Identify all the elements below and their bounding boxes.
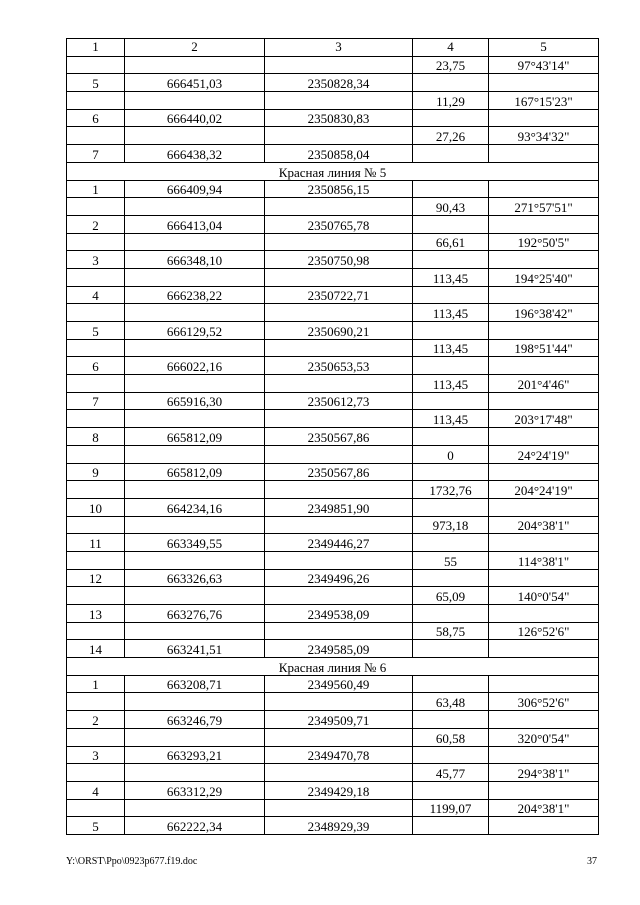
x-coordinate-cell: 665812,09 xyxy=(125,428,265,446)
bearing-cell xyxy=(489,215,599,233)
y-coordinate-cell xyxy=(265,92,413,110)
point-number-cell xyxy=(67,587,125,605)
bearing-cell: 204°38'1" xyxy=(489,516,599,534)
bearing-cell: 126°52'6" xyxy=(489,622,599,640)
x-coordinate-cell xyxy=(125,127,265,145)
y-coordinate-cell: 2349851,90 xyxy=(265,498,413,516)
x-coordinate-cell: 665916,30 xyxy=(125,392,265,410)
bearing-cell: 196°38'42" xyxy=(489,304,599,322)
x-coordinate-cell: 663349,55 xyxy=(125,534,265,552)
point-row xyxy=(67,428,599,446)
length-cell: 113,45 xyxy=(413,375,489,393)
y-coordinate-cell: 2350830,83 xyxy=(265,109,413,127)
x-coordinate-cell: 666413,04 xyxy=(125,215,265,233)
point-row xyxy=(67,392,599,410)
y-coordinate-cell: 2348929,39 xyxy=(265,817,413,835)
y-coordinate-cell: 2350567,86 xyxy=(265,428,413,446)
y-coordinate-cell: 2349560,49 xyxy=(265,675,413,693)
point-row xyxy=(67,746,599,764)
point-number-cell: 1 xyxy=(67,675,125,693)
bearing-cell: 204°24'19" xyxy=(489,481,599,499)
point-number-cell xyxy=(67,551,125,569)
point-number-cell xyxy=(67,728,125,746)
y-coordinate-cell xyxy=(265,56,413,74)
x-coordinate-cell xyxy=(125,198,265,216)
x-coordinate-cell xyxy=(125,339,265,357)
y-coordinate-cell xyxy=(265,587,413,605)
bearing-cell: 271°57'51" xyxy=(489,198,599,216)
length-cell xyxy=(413,781,489,799)
x-coordinate-cell xyxy=(125,481,265,499)
bearing-cell: 306°52'6" xyxy=(489,693,599,711)
y-coordinate-cell xyxy=(265,198,413,216)
length-cell xyxy=(413,605,489,623)
x-coordinate-cell: 665812,09 xyxy=(125,463,265,481)
point-row xyxy=(67,675,599,693)
x-coordinate-cell: 666451,03 xyxy=(125,74,265,92)
y-coordinate-cell: 2350612,73 xyxy=(265,392,413,410)
x-coordinate-cell: 663276,76 xyxy=(125,605,265,623)
bearing-cell xyxy=(489,463,599,481)
point-number-cell xyxy=(67,56,125,74)
x-coordinate-cell: 666409,94 xyxy=(125,180,265,198)
bearing-cell xyxy=(489,145,599,163)
bearing-cell: 194°25'40" xyxy=(489,268,599,286)
x-coordinate-cell xyxy=(125,799,265,817)
point-number-cell xyxy=(67,410,125,428)
length-cell xyxy=(413,463,489,481)
segment-row xyxy=(67,516,599,534)
point-number-cell xyxy=(67,198,125,216)
x-coordinate-cell xyxy=(125,587,265,605)
column-header-4: 4 xyxy=(413,39,489,57)
length-cell: 113,45 xyxy=(413,304,489,322)
segment-row xyxy=(67,304,599,322)
point-number-cell xyxy=(67,92,125,110)
length-cell xyxy=(413,180,489,198)
segment-row xyxy=(67,268,599,286)
length-cell: 23,75 xyxy=(413,56,489,74)
y-coordinate-cell xyxy=(265,728,413,746)
length-cell xyxy=(413,322,489,340)
y-coordinate-cell xyxy=(265,127,413,145)
point-number-cell: 2 xyxy=(67,215,125,233)
point-row xyxy=(67,534,599,552)
point-number-cell: 10 xyxy=(67,498,125,516)
point-number-cell: 12 xyxy=(67,569,125,587)
length-cell: 66,61 xyxy=(413,233,489,251)
segment-row xyxy=(67,198,599,216)
column-header-1: 1 xyxy=(67,39,125,57)
bearing-cell xyxy=(489,392,599,410)
segment-row xyxy=(67,799,599,817)
segment-row xyxy=(67,445,599,463)
point-number-cell: 1 xyxy=(67,180,125,198)
bearing-cell xyxy=(489,605,599,623)
point-row xyxy=(67,74,599,92)
column-header-3: 3 xyxy=(265,39,413,57)
x-coordinate-cell xyxy=(125,693,265,711)
x-coordinate-cell: 663208,71 xyxy=(125,675,265,693)
y-coordinate-cell: 2350750,98 xyxy=(265,251,413,269)
bearing-cell xyxy=(489,251,599,269)
length-cell xyxy=(413,145,489,163)
segment-row xyxy=(67,551,599,569)
coordinates-table xyxy=(66,38,599,835)
point-row xyxy=(67,286,599,304)
point-number-cell: 7 xyxy=(67,145,125,163)
y-coordinate-cell xyxy=(265,622,413,640)
x-coordinate-cell xyxy=(125,622,265,640)
bearing-cell: 140°0'54" xyxy=(489,587,599,605)
point-number-cell xyxy=(67,339,125,357)
y-coordinate-cell: 2349429,18 xyxy=(265,781,413,799)
point-number-cell: 3 xyxy=(67,251,125,269)
point-row xyxy=(67,180,599,198)
y-coordinate-cell: 2349446,27 xyxy=(265,534,413,552)
bearing-cell: 203°17'48" xyxy=(489,410,599,428)
point-row xyxy=(67,817,599,835)
y-coordinate-cell: 2349470,78 xyxy=(265,746,413,764)
y-coordinate-cell xyxy=(265,799,413,817)
bearing-cell: 198°51'44" xyxy=(489,339,599,357)
x-coordinate-cell: 663246,79 xyxy=(125,711,265,729)
x-coordinate-cell xyxy=(125,728,265,746)
x-coordinate-cell xyxy=(125,516,265,534)
point-number-cell: 8 xyxy=(67,428,125,446)
segment-row xyxy=(67,233,599,251)
y-coordinate-cell xyxy=(265,551,413,569)
point-number-cell: 5 xyxy=(67,817,125,835)
length-cell: 973,18 xyxy=(413,516,489,534)
table-body xyxy=(67,39,599,835)
y-coordinate-cell xyxy=(265,445,413,463)
bearing-cell: 320°0'54" xyxy=(489,728,599,746)
point-row xyxy=(67,640,599,658)
length-cell xyxy=(413,569,489,587)
point-row xyxy=(67,322,599,340)
length-cell xyxy=(413,498,489,516)
point-row xyxy=(67,569,599,587)
length-cell xyxy=(413,711,489,729)
bearing-cell xyxy=(489,817,599,835)
point-number-cell xyxy=(67,127,125,145)
x-coordinate-cell: 663326,63 xyxy=(125,569,265,587)
column-header-2: 2 xyxy=(125,39,265,57)
segment-row xyxy=(67,92,599,110)
bearing-cell: 294°38'1" xyxy=(489,764,599,782)
point-number-cell xyxy=(67,764,125,782)
y-coordinate-cell: 2350690,21 xyxy=(265,322,413,340)
y-coordinate-cell xyxy=(265,693,413,711)
section-title: Красная линия № 5 xyxy=(67,162,599,180)
length-cell xyxy=(413,640,489,658)
y-coordinate-cell: 2350765,78 xyxy=(265,215,413,233)
y-coordinate-cell xyxy=(265,233,413,251)
bearing-cell xyxy=(489,640,599,658)
length-cell: 113,45 xyxy=(413,268,489,286)
bearing-cell: 192°50'5" xyxy=(489,233,599,251)
bearing-cell xyxy=(489,711,599,729)
y-coordinate-cell: 2350828,34 xyxy=(265,74,413,92)
y-coordinate-cell: 2350858,04 xyxy=(265,145,413,163)
column-header-5: 5 xyxy=(489,39,599,57)
bearing-cell xyxy=(489,428,599,446)
point-number-cell: 4 xyxy=(67,286,125,304)
bearing-cell: 204°38'1" xyxy=(489,799,599,817)
bearing-cell: 24°24'19" xyxy=(489,445,599,463)
x-coordinate-cell xyxy=(125,304,265,322)
point-number-cell xyxy=(67,233,125,251)
x-coordinate-cell: 666348,10 xyxy=(125,251,265,269)
point-number-cell: 13 xyxy=(67,605,125,623)
segment-row xyxy=(67,410,599,428)
length-cell: 1199,07 xyxy=(413,799,489,817)
segment-row xyxy=(67,693,599,711)
segment-row xyxy=(67,622,599,640)
point-number-cell xyxy=(67,516,125,534)
segment-row xyxy=(67,339,599,357)
point-row xyxy=(67,145,599,163)
bearing-cell xyxy=(489,781,599,799)
point-number-cell xyxy=(67,693,125,711)
point-number-cell xyxy=(67,622,125,640)
y-coordinate-cell: 2350567,86 xyxy=(265,463,413,481)
x-coordinate-cell: 663241,51 xyxy=(125,640,265,658)
footer-file-path: Y:\ORST\Ppo\0923p677.f19.doc xyxy=(66,856,198,867)
x-coordinate-cell: 666440,02 xyxy=(125,109,265,127)
bearing-cell: 97°43'14" xyxy=(489,56,599,74)
section-heading-row xyxy=(67,658,599,676)
point-number-cell: 5 xyxy=(67,74,125,92)
point-row xyxy=(67,463,599,481)
point-number-cell: 3 xyxy=(67,746,125,764)
y-coordinate-cell xyxy=(265,304,413,322)
bearing-cell xyxy=(489,286,599,304)
y-coordinate-cell: 2349496,26 xyxy=(265,569,413,587)
point-number-cell: 7 xyxy=(67,392,125,410)
point-row xyxy=(67,251,599,269)
segment-row xyxy=(67,127,599,145)
y-coordinate-cell xyxy=(265,268,413,286)
y-coordinate-cell: 2349509,71 xyxy=(265,711,413,729)
length-cell xyxy=(413,428,489,446)
x-coordinate-cell xyxy=(125,445,265,463)
point-number-cell: 11 xyxy=(67,534,125,552)
bearing-cell xyxy=(489,322,599,340)
length-cell: 55 xyxy=(413,551,489,569)
y-coordinate-cell xyxy=(265,375,413,393)
length-cell xyxy=(413,675,489,693)
bearing-cell xyxy=(489,357,599,375)
length-cell: 63,48 xyxy=(413,693,489,711)
x-coordinate-cell: 666438,32 xyxy=(125,145,265,163)
y-coordinate-cell xyxy=(265,410,413,428)
y-coordinate-cell: 2349538,09 xyxy=(265,605,413,623)
point-number-cell: 2 xyxy=(67,711,125,729)
length-cell xyxy=(413,74,489,92)
length-cell: 1732,76 xyxy=(413,481,489,499)
segment-row xyxy=(67,481,599,499)
length-cell: 65,09 xyxy=(413,587,489,605)
x-coordinate-cell: 666022,16 xyxy=(125,357,265,375)
bearing-cell xyxy=(489,180,599,198)
point-row xyxy=(67,605,599,623)
y-coordinate-cell: 2350653,53 xyxy=(265,357,413,375)
x-coordinate-cell xyxy=(125,551,265,569)
point-number-cell: 4 xyxy=(67,781,125,799)
point-row xyxy=(67,109,599,127)
point-number-cell xyxy=(67,481,125,499)
length-cell: 90,43 xyxy=(413,198,489,216)
point-number-cell: 5 xyxy=(67,322,125,340)
length-cell: 58,75 xyxy=(413,622,489,640)
length-cell: 0 xyxy=(413,445,489,463)
x-coordinate-cell: 663312,29 xyxy=(125,781,265,799)
point-number-cell xyxy=(67,304,125,322)
bearing-cell xyxy=(489,569,599,587)
x-coordinate-cell xyxy=(125,375,265,393)
x-coordinate-cell xyxy=(125,268,265,286)
x-coordinate-cell xyxy=(125,410,265,428)
x-coordinate-cell: 663293,21 xyxy=(125,746,265,764)
point-number-cell xyxy=(67,268,125,286)
x-coordinate-cell: 664234,16 xyxy=(125,498,265,516)
point-row xyxy=(67,357,599,375)
point-number-cell: 9 xyxy=(67,463,125,481)
column-header-row xyxy=(67,39,599,57)
segment-row xyxy=(67,728,599,746)
length-cell xyxy=(413,251,489,269)
y-coordinate-cell xyxy=(265,339,413,357)
length-cell: 11,29 xyxy=(413,92,489,110)
point-row xyxy=(67,498,599,516)
length-cell xyxy=(413,817,489,835)
length-cell: 27,26 xyxy=(413,127,489,145)
x-coordinate-cell: 662222,34 xyxy=(125,817,265,835)
length-cell xyxy=(413,286,489,304)
x-coordinate-cell xyxy=(125,92,265,110)
length-cell xyxy=(413,109,489,127)
length-cell: 45,77 xyxy=(413,764,489,782)
length-cell xyxy=(413,215,489,233)
length-cell xyxy=(413,392,489,410)
bearing-cell xyxy=(489,109,599,127)
point-number-cell: 6 xyxy=(67,357,125,375)
point-number-cell xyxy=(67,445,125,463)
length-cell xyxy=(413,357,489,375)
footer-page-number: 37 xyxy=(587,856,597,867)
bearing-cell xyxy=(489,675,599,693)
x-coordinate-cell xyxy=(125,56,265,74)
x-coordinate-cell: 666238,22 xyxy=(125,286,265,304)
bearing-cell: 167°15'23" xyxy=(489,92,599,110)
segment-row xyxy=(67,56,599,74)
segment-row xyxy=(67,587,599,605)
y-coordinate-cell: 2350856,15 xyxy=(265,180,413,198)
section-heading-row xyxy=(67,162,599,180)
y-coordinate-cell xyxy=(265,764,413,782)
y-coordinate-cell: 2349585,09 xyxy=(265,640,413,658)
bearing-cell: 201°4'46" xyxy=(489,375,599,393)
x-coordinate-cell: 666129,52 xyxy=(125,322,265,340)
point-number-cell: 6 xyxy=(67,109,125,127)
x-coordinate-cell xyxy=(125,233,265,251)
bearing-cell xyxy=(489,534,599,552)
x-coordinate-cell xyxy=(125,764,265,782)
bearing-cell xyxy=(489,746,599,764)
y-coordinate-cell xyxy=(265,516,413,534)
point-number-cell xyxy=(67,799,125,817)
segment-row xyxy=(67,764,599,782)
point-row xyxy=(67,711,599,729)
y-coordinate-cell: 2350722,71 xyxy=(265,286,413,304)
bearing-cell xyxy=(489,74,599,92)
point-number-cell xyxy=(67,375,125,393)
bearing-cell xyxy=(489,498,599,516)
point-row xyxy=(67,215,599,233)
y-coordinate-cell xyxy=(265,481,413,499)
point-number-cell: 14 xyxy=(67,640,125,658)
length-cell: 60,58 xyxy=(413,728,489,746)
segment-row xyxy=(67,375,599,393)
point-row xyxy=(67,781,599,799)
length-cell: 113,45 xyxy=(413,410,489,428)
bearing-cell: 93°34'32" xyxy=(489,127,599,145)
bearing-cell: 114°38'1" xyxy=(489,551,599,569)
section-title: Красная линия № 6 xyxy=(67,658,599,676)
length-cell xyxy=(413,534,489,552)
length-cell: 113,45 xyxy=(413,339,489,357)
length-cell xyxy=(413,746,489,764)
